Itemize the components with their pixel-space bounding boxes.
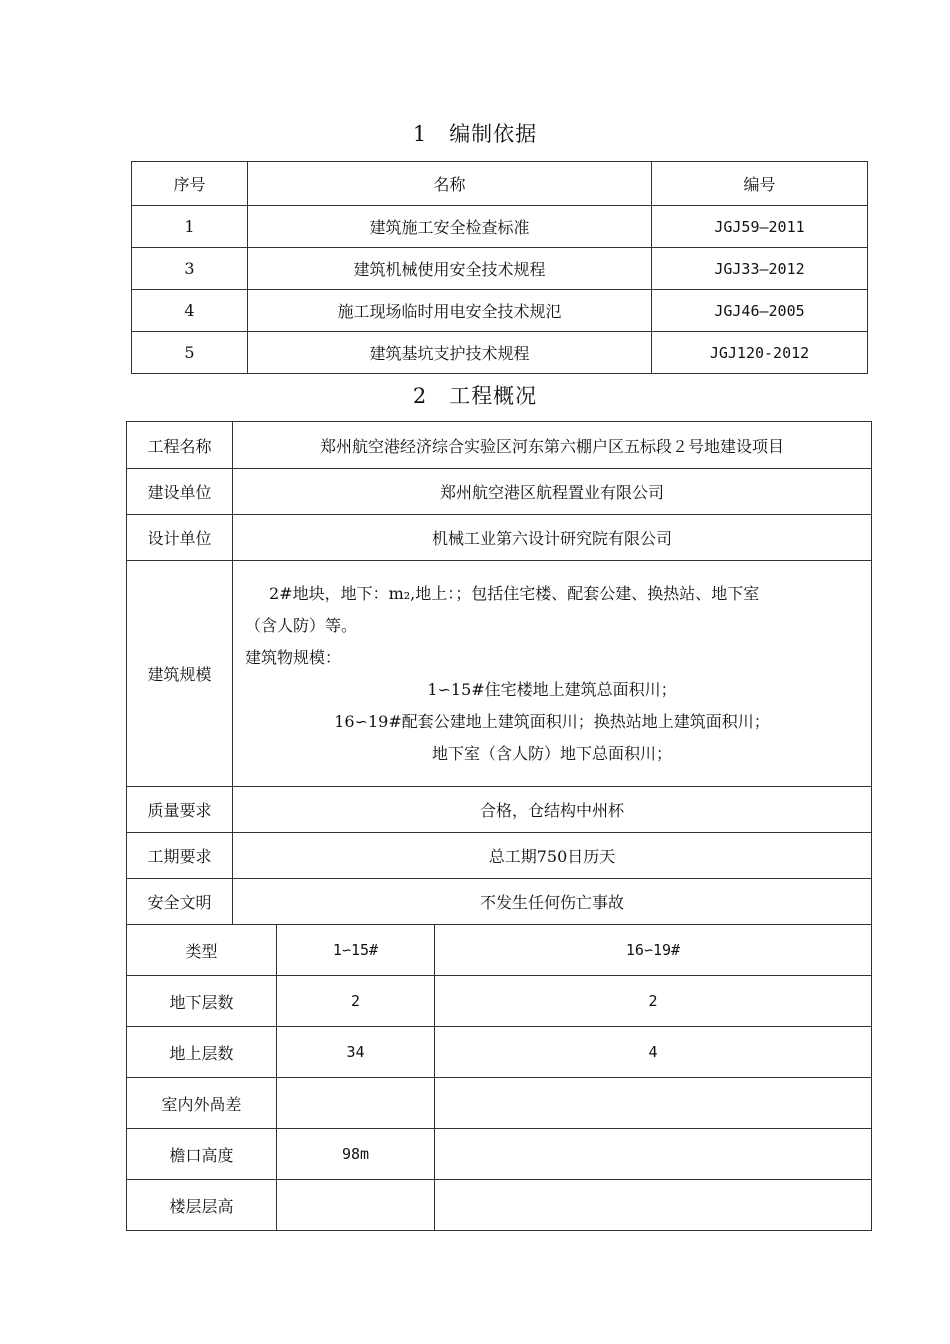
standards-header-row	[132, 162, 868, 206]
table-row	[127, 879, 872, 925]
scale-line: 2#地块，地下：m₂,地上：；包括住宅楼、配套公建、换热站、地下室	[269, 583, 760, 603]
type-row-label: 地上层数	[127, 1027, 277, 1078]
table-row	[127, 561, 872, 787]
table-row	[132, 290, 868, 332]
type-row-a: 34	[277, 1027, 435, 1078]
table-row	[127, 1027, 872, 1078]
info-label: 工期要求	[127, 833, 233, 879]
type-row-a	[277, 1180, 435, 1231]
section1-heading	[0, 118, 950, 148]
row-no: 3	[132, 248, 248, 290]
type-header-row	[127, 925, 872, 976]
info-label: 安全文明	[127, 879, 233, 925]
info-value: 机械工业第六设计研究院有限公司	[233, 515, 872, 561]
table-row	[132, 248, 868, 290]
type-label: 类型	[127, 925, 277, 976]
type-row-b: 2	[435, 976, 872, 1027]
type-row-a: 98m	[277, 1129, 435, 1180]
table-row	[127, 515, 872, 561]
type-row-b	[435, 1078, 872, 1129]
type-row-a	[277, 1078, 435, 1129]
table-row	[127, 976, 872, 1027]
standards-table	[131, 161, 868, 374]
type-row-b	[435, 1129, 872, 1180]
type-a: 1∽15#	[277, 925, 435, 976]
type-row-label: 地下层数	[127, 976, 277, 1027]
type-row-a: 2	[277, 976, 435, 1027]
table-row	[127, 1180, 872, 1231]
scale-line: 16∽19#配套公建地上建筑面积川；换热站地上建筑面积川；	[334, 711, 770, 731]
info-label: 工程名称	[127, 422, 233, 469]
row-code: JGJ46—2005	[652, 290, 868, 332]
type-row-b: 4	[435, 1027, 872, 1078]
scale-line: 1∽15#住宅楼地上建筑总面积川；	[427, 679, 677, 699]
row-name: 建筑机械使用安全技术规程	[248, 248, 652, 290]
type-row-b	[435, 1180, 872, 1231]
table-row	[127, 422, 872, 469]
section2-title: 工程概况	[449, 384, 538, 408]
row-code: JGJ59—2011	[652, 206, 868, 248]
header-code: 编号	[652, 162, 868, 206]
scale-line: 地下室（含人防）地下总面积川；	[432, 743, 673, 763]
row-code: JGJ33—2012	[652, 248, 868, 290]
table-row	[127, 1129, 872, 1180]
type-b: 16∽19#	[435, 925, 872, 976]
header-no: 序号	[132, 162, 248, 206]
row-no: 5	[132, 332, 248, 374]
table-row	[127, 1078, 872, 1129]
info-value: 总工期750日历天	[233, 833, 872, 879]
table-row	[127, 469, 872, 515]
scale-line: （含人防）等。	[245, 615, 358, 635]
info-label: 设计单位	[127, 515, 233, 561]
row-code: JGJ120-2012	[652, 332, 868, 374]
row-no: 4	[132, 290, 248, 332]
row-name: 施工现场临时用电安全技术规氾	[248, 290, 652, 332]
row-name: 建筑施工安全检查标准	[248, 206, 652, 248]
header-name: 名称	[248, 162, 652, 206]
scale-description	[233, 561, 872, 787]
type-row-label: 楼层层高	[127, 1180, 277, 1231]
scale-line: 建筑物规模：	[245, 647, 342, 667]
section2-heading	[0, 380, 950, 410]
info-value: 合格，仓结构中州杯	[233, 787, 872, 833]
table-row	[127, 787, 872, 833]
info-value: 不发生任何伤亡事故	[233, 879, 872, 925]
section2-number: 2	[412, 384, 428, 408]
type-row-label: 室内外咼差	[127, 1078, 277, 1129]
info-label: 质量要求	[127, 787, 233, 833]
type-row-label: 檐口高度	[127, 1129, 277, 1180]
scale-label: 建筑规模	[127, 561, 233, 787]
table-row	[132, 206, 868, 248]
row-name: 建筑基坑支护技术规程	[248, 332, 652, 374]
info-value: 郑州航空港区航程置业有限公司	[233, 469, 872, 515]
project-overview-table	[126, 421, 872, 1231]
info-label: 建设单位	[127, 469, 233, 515]
section1-title: 编制依据	[449, 122, 538, 146]
section1-number: 1	[412, 122, 428, 146]
info-value: 郑州航空港经济综合实验区河东第六棚户区五标段２号地建设项目	[233, 422, 872, 469]
row-no: 1	[132, 206, 248, 248]
table-row	[127, 833, 872, 879]
table-row	[132, 332, 868, 374]
